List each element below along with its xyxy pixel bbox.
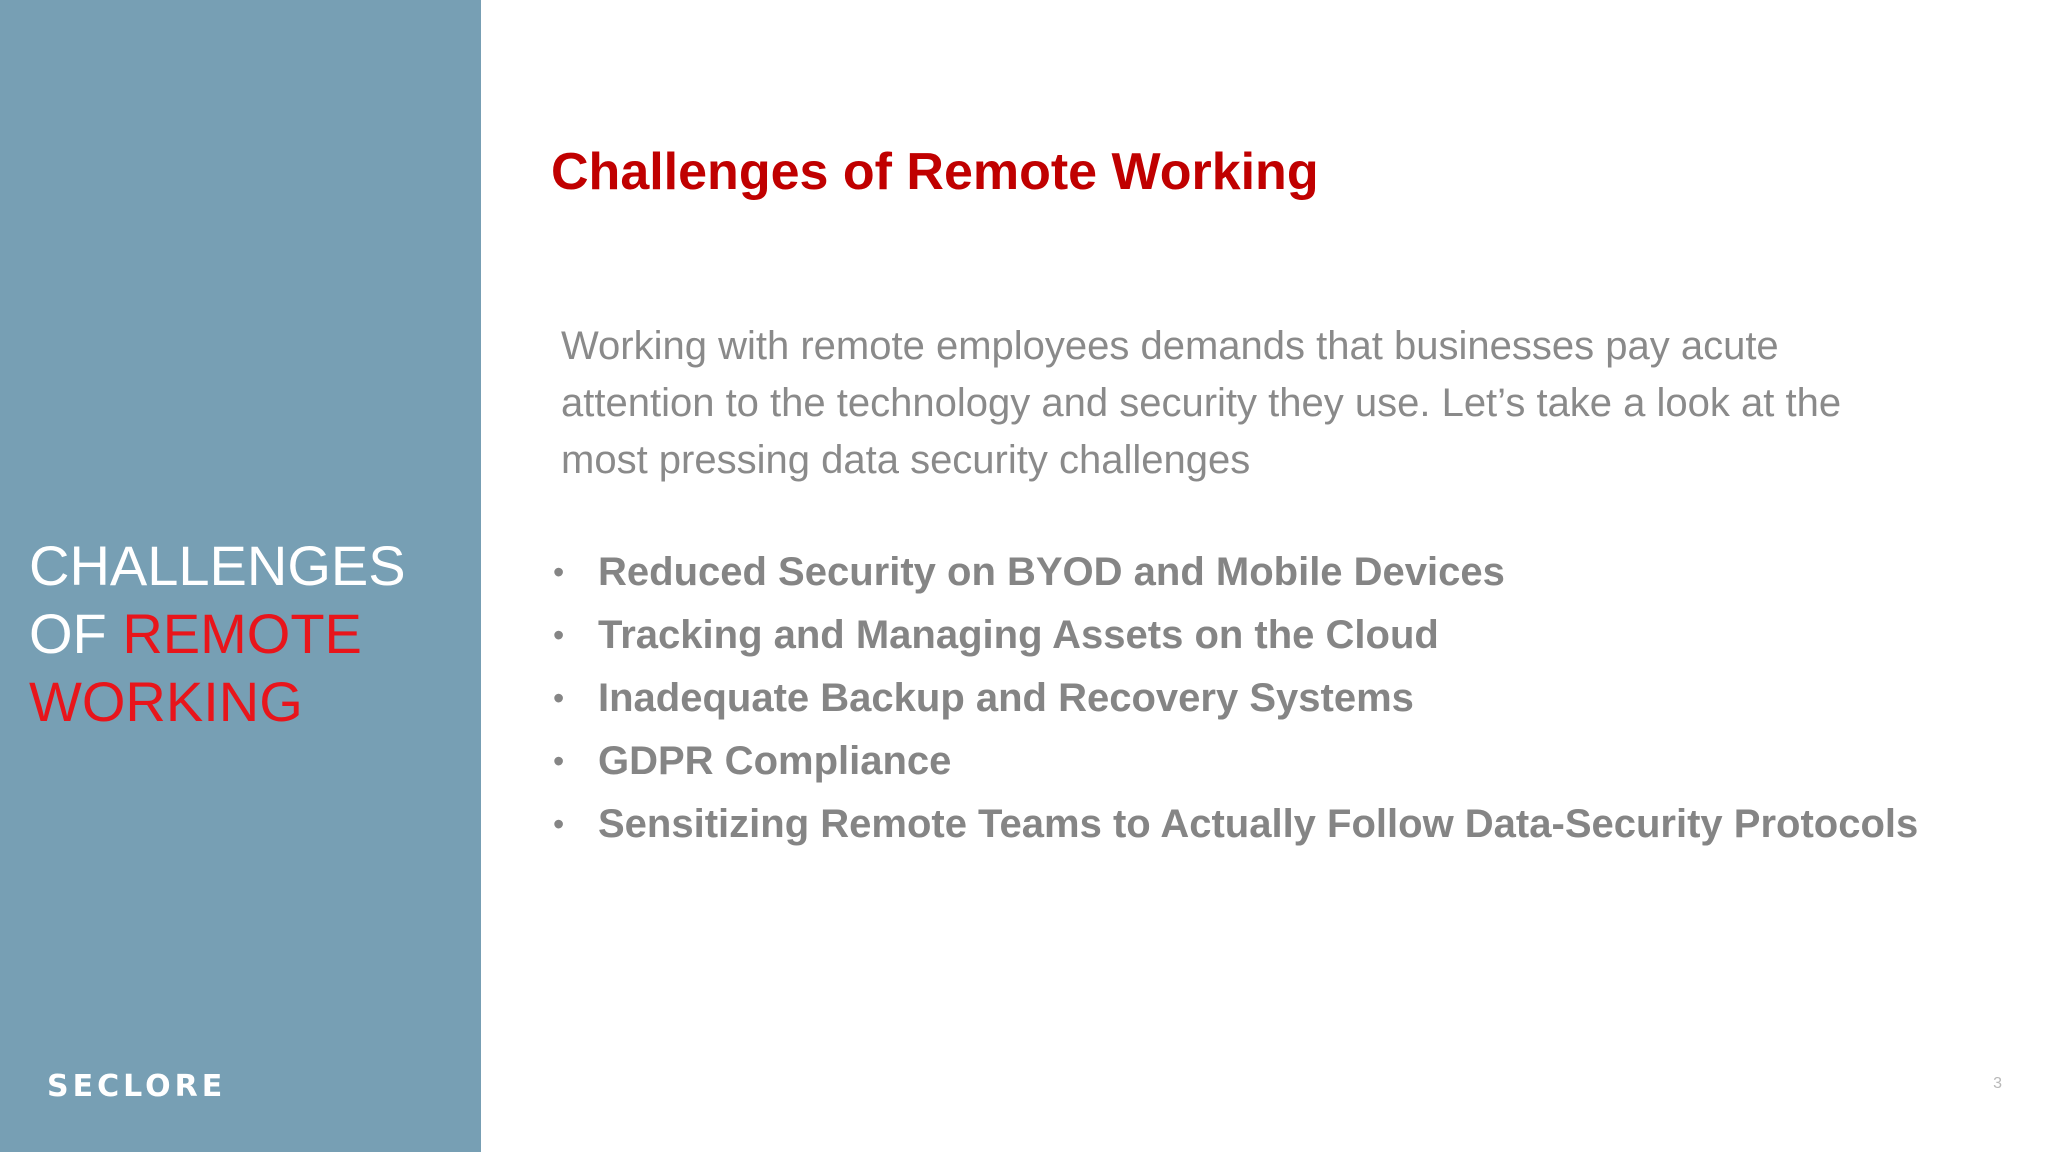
list-item [551, 604, 1918, 667]
sidebar-panel [0, 0, 481, 1152]
seclore-logo [47, 1070, 269, 1106]
section-title [29, 532, 406, 736]
challenges-list [551, 541, 1918, 856]
section-title-prefix: OF [29, 602, 123, 665]
list-item [551, 730, 1918, 793]
list-item-text: Tracking and Managing Assets on the Cloud [598, 613, 1439, 657]
bullet-icon: • [553, 554, 565, 590]
list-item [551, 793, 1918, 856]
section-title-line1: CHALLENGES [29, 534, 406, 597]
list-item [551, 667, 1918, 730]
intro-paragraph: Working with remote employees demands that businesses pay acute attention to the technology and security they use. Let’s take a look at the most pressing data security challenges [561, 324, 1842, 482]
page-number: 3 [1993, 1075, 2002, 1092]
list-item-text: Reduced Security on BYOD and Mobile Devices [598, 550, 1505, 594]
section-title-line2 [29, 600, 406, 668]
bullet-icon: • [553, 617, 565, 653]
section-title-accent-remote: REMOTE [122, 602, 362, 665]
slide-heading: Challenges of Remote Working [551, 143, 1319, 201]
bullet-icon: • [553, 680, 565, 716]
list-item-text: GDPR Compliance [598, 739, 952, 783]
logo-text: SECLORE [47, 1070, 227, 1100]
list-item-text: Sensitizing Remote Teams to Actually Follow Data-Security Protocols [598, 802, 1919, 846]
section-title-accent-working: WORKING [29, 670, 303, 733]
list-item [551, 541, 1918, 604]
bullet-icon: • [553, 743, 565, 779]
list-item-text: Inadequate Backup and Recovery Systems [598, 676, 1414, 720]
bullet-icon: • [553, 806, 565, 842]
